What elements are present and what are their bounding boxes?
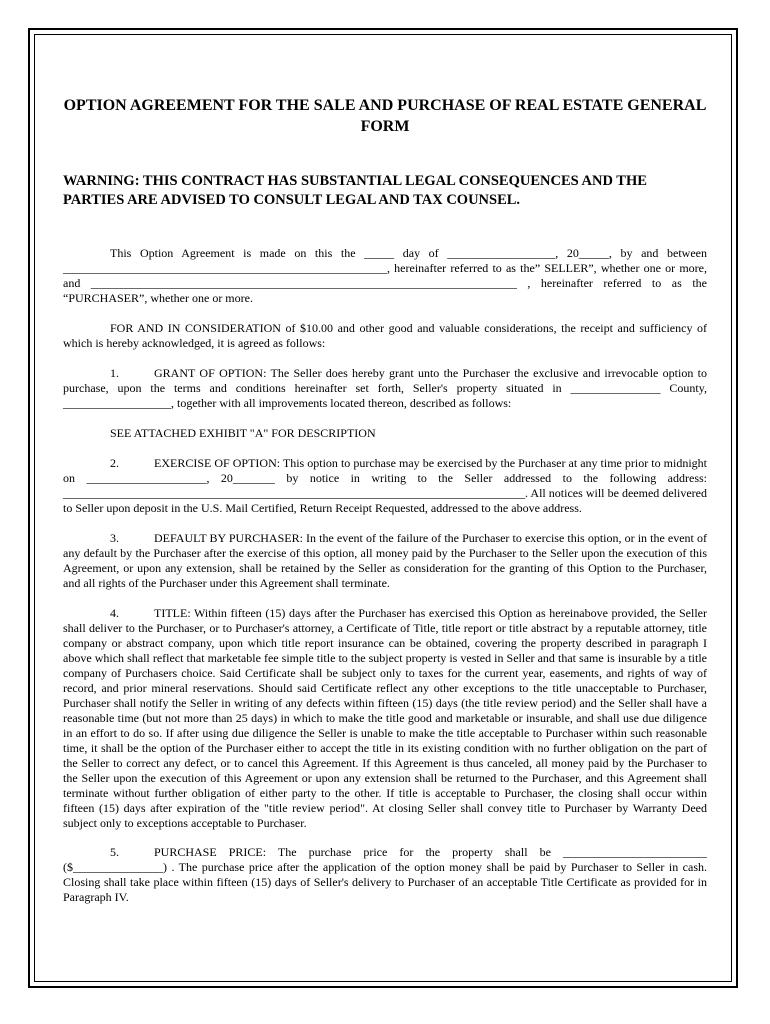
section-text: DEFAULT BY PURCHASER: In the event of the failure of the Purchaser to exercise this option, or in the event of any default by the Purchaser after the exercise of this option, all money paid by the Purchaser to the Seller upon the execution of this Agreement, or upon any extension, shall be retained by the Seller as consideration for the granting of this Option to the Purchaser, and all rights of the Purchaser under this Agreement shall terminate. <box>63 531 707 590</box>
section-1 <box>63 366 707 411</box>
section-text: EXERCISE OF OPTION: This option to purchase may be exercised by the Purchaser at any time prior to midnight on ____________________, 20_______ by notice in writing to the Seller addressed to the following address: _____________________________________________________________________________. All notices will be deemed delivered to Seller upon deposit in the U.S. Mail Certified, Return Receipt Requested, addressed to the above address. <box>63 456 707 515</box>
document-body <box>63 95 707 905</box>
document-title: OPTION AGREEMENT FOR THE SALE AND PURCHASE OF REAL ESTATE GENERAL FORM <box>63 97 707 135</box>
section-number: 1. <box>110 366 119 380</box>
section-2 <box>63 456 707 516</box>
section-text: PURCHASE PRICE: The purchase price for the property shall be ________________________ ($_______________) . The purchase price after the application of the option money shall be paid by Purchaser to Seller in cash. Closing shall take place within fifteen (15) days of Seller's delivery to Purchaser of an acceptable Title Certificate as provided for in Paragraph IV. <box>63 845 707 904</box>
section-number: 4. <box>110 606 119 620</box>
section-text: GRANT OF OPTION: The Seller does hereby grant unto the Purchaser the exclusive and irrevocable option to purchase, upon the terms and conditions hereinafter set forth, Seller's property situated in _______________ County, __________________, together with all improvements located thereon, described as follows: <box>63 366 707 410</box>
section-number: 5. <box>110 845 119 859</box>
section-text: TITLE: Within fifteen (15) days after the Purchaser has exercised this Option as hereinabove provided, the Seller shall deliver to the Purchaser, or to Purchaser's attorney, a Certificate of Title, title report or title abstract by a reputable attorney, title company or abstract company, upon which title report insurance can be obtained, covering the property described in paragraph I above which shall reflect that marketable fee simple title to the subject property is vested in Seller and that same is insurable by a title company of Purchasers choice. Said Certificate shall be subject only to taxes for the current year, easements, and rights of way of record, and prior mineral reservations. Should said Certificate reflect any other exceptions to the title unacceptable to Purchaser, Purchaser shall notify the Seller in writing of any defects within fifteen (15) days (the title review period) and the Seller shall have a reasonable time (but not more than 25 days) in which to make the title good and marketable or insurable, and shall use due diligence in an effort to do so. If after using due diligence the Seller is unable to make the title acceptable to Purchaser within such reasonable time, it shall be the option of the Purchaser either to accept the title in its existing condition with no further obligation on the part of the Seller to correct any defect, or to cancel this Agreement. If this Agreement is thus canceled, all money paid by the Purchaser to the Seller upon the execution of this Agreement or upon any extension shall be returned to the Purchaser, and this Agreement shall terminate without further obligation of either party to the other. If title is acceptable to Purchaser, the closing shall occur within fifteen (15) days after expiration of the "title review period". At closing Seller shall convey title to Purchaser by Warranty Deed subject only to exceptions acceptable to Purchaser. <box>63 606 707 830</box>
section-number: 2. <box>110 456 119 470</box>
intro-text: This Option Agreement is made on this the _____ day of __________________, 20_____, by and between ______________________________________________________, hereinafter referred to as the” SELLER”, whether one or more, and _______________________________________________________________________ , hereinafter referred to as the “PURCHASER”, whether one or more. <box>63 246 707 305</box>
section-3 <box>63 531 707 591</box>
section-number: 3. <box>110 531 119 545</box>
section-4 <box>63 606 707 831</box>
warning-notice: WARNING: THIS CONTRACT HAS SUBSTANTIAL LEGAL CONSEQUENCES AND THE PARTIES ARE ADVISED TO CONSULT LEGAL AND TAX COUNSEL. <box>63 173 647 208</box>
consideration-paragraph <box>63 321 707 351</box>
intro-paragraph <box>63 246 707 306</box>
consideration-text: FOR AND IN CONSIDERATION of $10.00 and other good and valuable considerations, the receipt and sufficiency of which is hereby acknowledged, it is agreed as follows: <box>63 321 707 350</box>
section-5 <box>63 845 707 905</box>
exhibit-note: SEE ATTACHED EXHIBIT "A" FOR DESCRIPTION <box>110 426 376 440</box>
